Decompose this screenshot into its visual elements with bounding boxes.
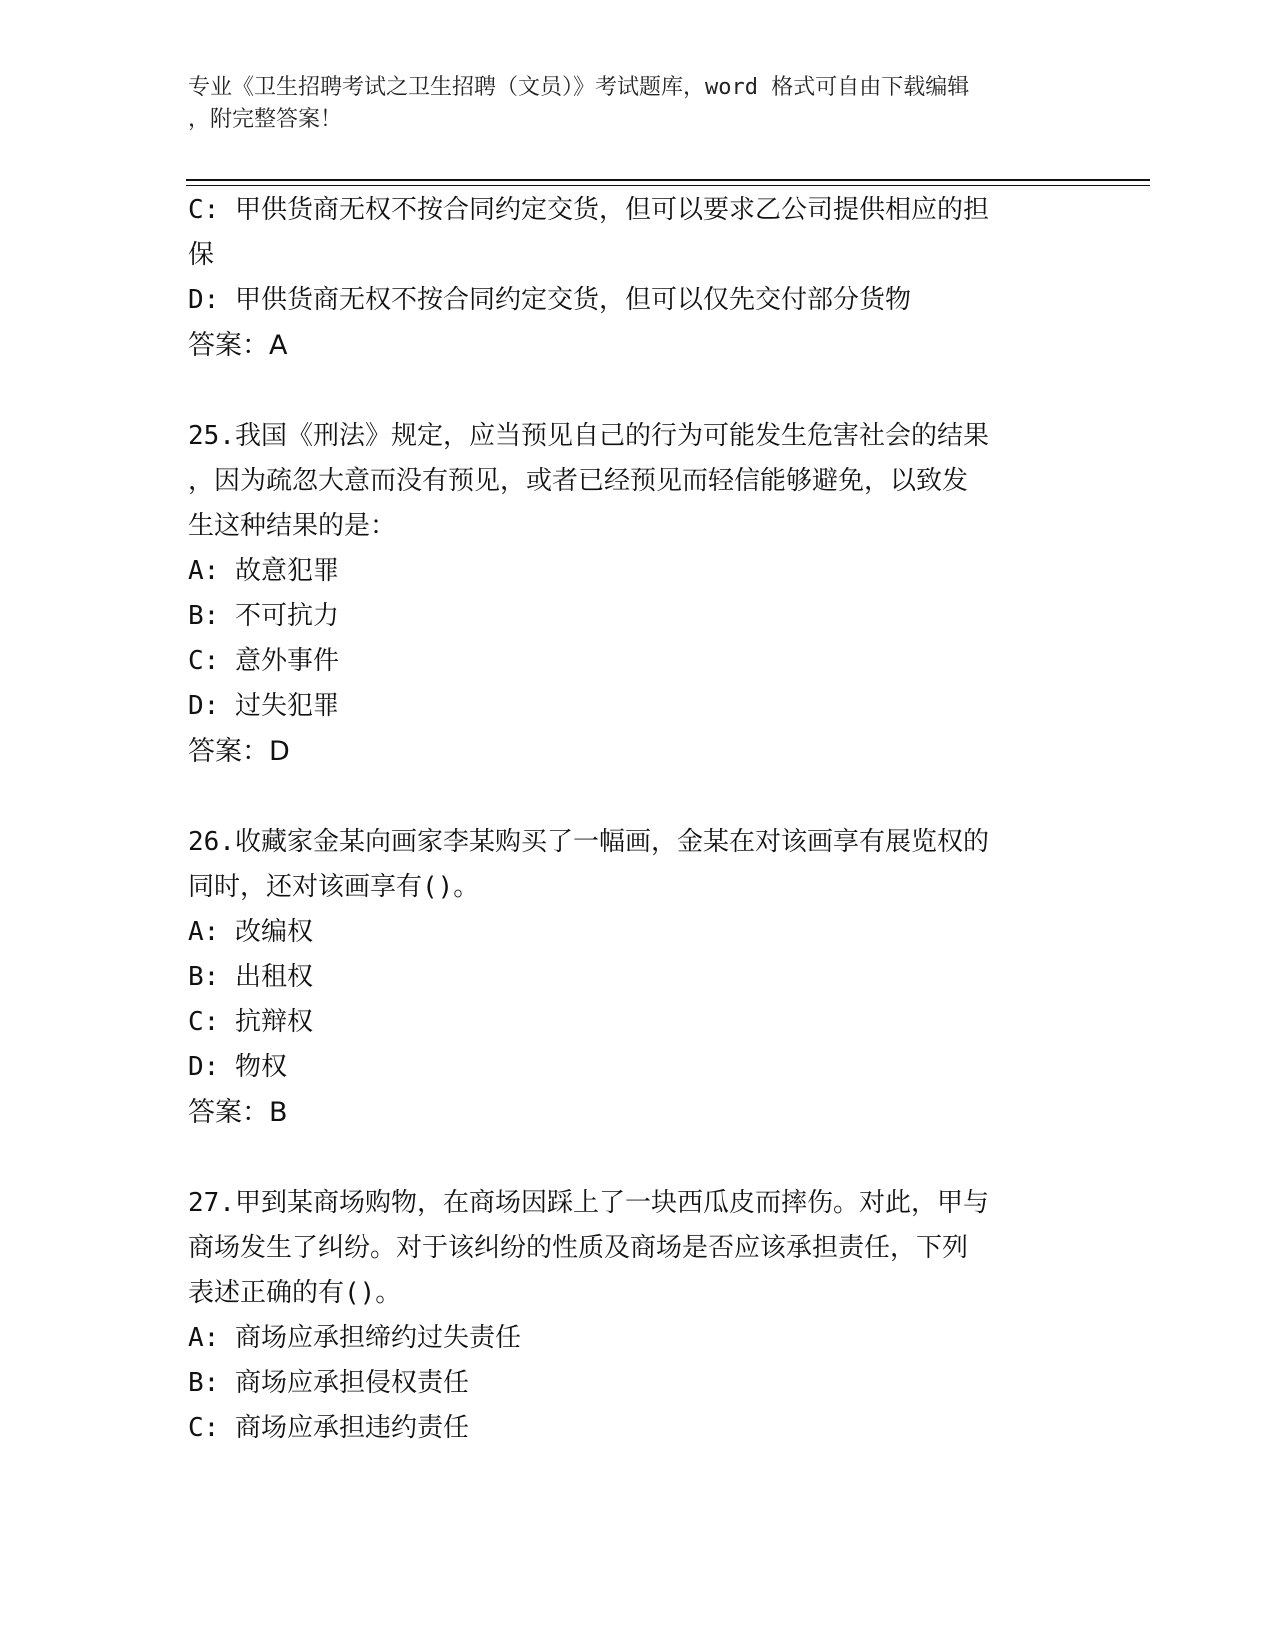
option-c: C: 抗辩权 xyxy=(188,1007,313,1037)
question-27 xyxy=(188,1181,1068,1451)
question-stem-continued: 同时，还对该画享有()。 xyxy=(188,872,480,902)
question-stem: 25.我国《刑法》规定，应当预见自己的行为可能发生危害社会的结果 xyxy=(188,421,989,451)
option-d: D: 物权 xyxy=(188,1052,287,1082)
option-b: B: 出租权 xyxy=(188,962,313,992)
option-c: C: 甲供货商无权不按合同约定交货，但可以要求乙公司提供相应的担 xyxy=(188,195,989,225)
question-stem-continued: 表述正确的有()。 xyxy=(188,1278,402,1308)
question-stem: 27.甲到某商场购物，在商场因踩上了一块西瓜皮而摔伤。对此，甲与 xyxy=(188,1188,989,1218)
answer-label: 答案：A xyxy=(188,330,288,361)
question-25 xyxy=(188,414,1068,774)
question-stem-continued: ，因为疏忽大意而没有预见，或者已经预见而轻信能够避免，以致发 xyxy=(188,466,969,496)
question-content xyxy=(188,188,1068,1451)
option-a: A: 商场应承担缔约过失责任 xyxy=(188,1323,521,1353)
option-b: B: 商场应承担侵权责任 xyxy=(188,1368,469,1398)
option-c-continued: 保 xyxy=(188,240,215,270)
option-a: A: 改编权 xyxy=(188,917,313,947)
option-b: B: 不可抗力 xyxy=(188,601,339,631)
header-rule-thick xyxy=(186,179,1150,181)
option-c: C: 意外事件 xyxy=(188,646,339,676)
header-rule-thin xyxy=(186,185,1150,186)
question-26 xyxy=(188,820,1068,1135)
header-line-2: ，附完整答案！ xyxy=(188,107,343,132)
answer-label: 答案：B xyxy=(188,1097,288,1128)
option-a: A: 故意犯罪 xyxy=(188,556,339,586)
option-c: C: 商场应承担违约责任 xyxy=(188,1413,469,1443)
question-stem-continued: 生这种结果的是： xyxy=(188,511,397,541)
question-stem-continued: 商场发生了纠纷。对于该纠纷的性质及商场是否应该承担责任，下列 xyxy=(188,1233,969,1263)
header-line-1: 专业《卫生招聘考试之卫生招聘（文员）》考试题库，word 格式可自由下载编辑 xyxy=(188,75,970,100)
question-stem: 26.收藏家金某向画家李某购买了一幅画，金某在对该画享有展览权的 xyxy=(188,827,989,857)
option-d: D: 过失犯罪 xyxy=(188,691,339,721)
page-header xyxy=(188,72,1068,136)
option-d: D: 甲供货商无权不按合同约定交货，但可以仅先交付部分货物 xyxy=(188,285,911,315)
answer-label: 答案：D xyxy=(188,736,290,767)
question-24-tail xyxy=(188,188,1068,368)
